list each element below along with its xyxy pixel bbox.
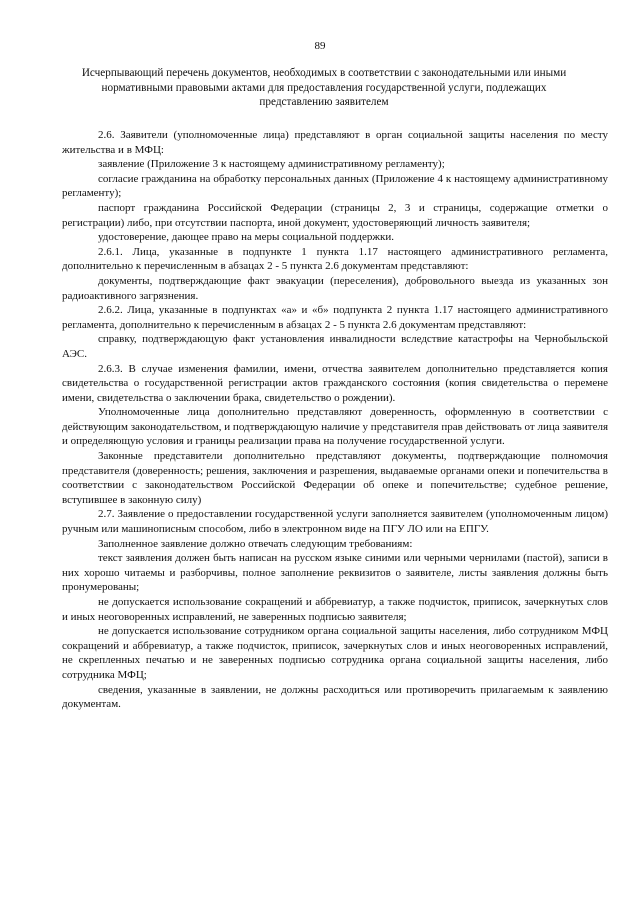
paragraph-2-6-1: 2.6.1. Лица, указанные в подпункте 1 пункта 1.17 настоящего административного регламента, дополнительно к перечисленным в абзацах 2 - 5 пункта 2.6 документам представляют: <box>62 245 608 273</box>
paragraph-authorized-persons: Уполномоченные лица дополнительно представляют доверенность, оформленную в соответствии с действующим законодательством, и подтверждающую наличие у представителя прав действовать от лица заявителя и определяющую условия и границы реализации права на получение государственной услуги. <box>62 406 608 448</box>
paragraph-consent: согласие гражданина на обработку персональных данных (Приложение 4 к настоящему административному регламенту); <box>62 172 608 200</box>
page-number: 89 <box>314 40 326 52</box>
paragraph-evacuation-docs: документы, подтверждающие факт эвакуации (переселения), добровольного выезда из указанных зон радиоактивного загрязнения. <box>62 274 608 302</box>
paragraph-certificate: удостоверение, дающее право на меры социальной поддержки. <box>98 231 394 244</box>
paragraph-2-6-2: 2.6.2. Лица, указанные в подпунктах «а» и «б» подпункта 2 пункта 1.17 настоящего административного регламента, дополнительно к перечисленным в абзацах 2 - 5 пункта 2.6 документам представляют: <box>62 304 608 331</box>
paragraph-requirement-no-abbreviations: не допускается использование сокращений и аббревиатур, а также подчисток, приписок, зачеркнутых слов и иных неоговоренных исправлений, не заверенных подписью заявителя; <box>62 596 608 623</box>
paragraph-2-7: 2.7. Заявление о предоставлении государственной услуги заполняется заявителем (уполномоченным лицом) ручным или машинописным способом, либо в электронном виде на ПГУ ЛО или на ЕПГУ. <box>62 508 608 536</box>
paragraph-requirement-consistency: сведения, указанные в заявлении, не должны расходиться или противоречить прилагаемым к заявлению документам. <box>62 683 608 711</box>
paragraph-requirement-text: текст заявления должен быть написан на русском языке синими или черными чернилами (пастой), записи в них хорошо читаемы и разборчивы, полное заполнение реквизитов о заявителе, листы заявления должны быть пронумерованы; <box>62 552 608 594</box>
paragraph-legal-representatives: Законные представители дополнительно представляют документы, подтверждающие полномочия представителя (доверенность; решения, заключения и разрешения, выдаваемые органами опеки и попечительства в соответствии с законодательством Российской Федерации об опеке и попечительстве; судебное решение, вступившее в законную силу) <box>62 450 608 506</box>
paragraph-application: заявление (Приложение 3 к настоящему административному регламенту); <box>98 158 445 171</box>
paragraph-passport: паспорт гражданина Российской Федерации (страницы 2, 3 и страницы, содержащие отметки о регистрации) либо, при отсутствии паспорта, иной документ, удостоверяющий личность заявителя; <box>62 201 608 229</box>
paragraph-2-6: 2.6. Заявители (уполномоченные лица) представляют в орган социальной защиты населения по месту жительства и в МФЦ: <box>62 129 608 156</box>
paragraph-2-6-3: 2.6.3. В случае изменения фамилии, имени, отчества заявителем дополнительно представляется копия свидетельства о государственной регистрации актов гражданского состояния (копия свидетельства о перемене имени, свидетельства о заключении брака, свидетельство о рождении). <box>62 362 608 404</box>
paragraph-requirement-staff: не допускается использование сотрудником органа социальной защиты населения, либо сотрудником МФЦ сокращений и аббревиатур, а также подчисток, приписок, зачеркнутых слов и иных неоговоренных исправлений, не скрепленных печатью и не заверенных подписью сотрудника органа социальной защиты населения, либо сотрудника МФЦ; <box>62 625 608 681</box>
paragraph-disability-certificate: справку, подтверждающую факт установления инвалидности вследствие катастрофы на Чернобыльской АЭС. <box>62 333 608 360</box>
document-body <box>62 128 608 712</box>
section-heading: Исчерпывающий перечень документов, необходимых в соответствии с законодательными или иными нормативными правовыми актами для предоставления государственной услуги, подлежащих представлению заявителем <box>81 67 567 108</box>
paragraph-requirements-intro: Заполненное заявление должно отвечать следующим требованиям: <box>98 537 413 550</box>
